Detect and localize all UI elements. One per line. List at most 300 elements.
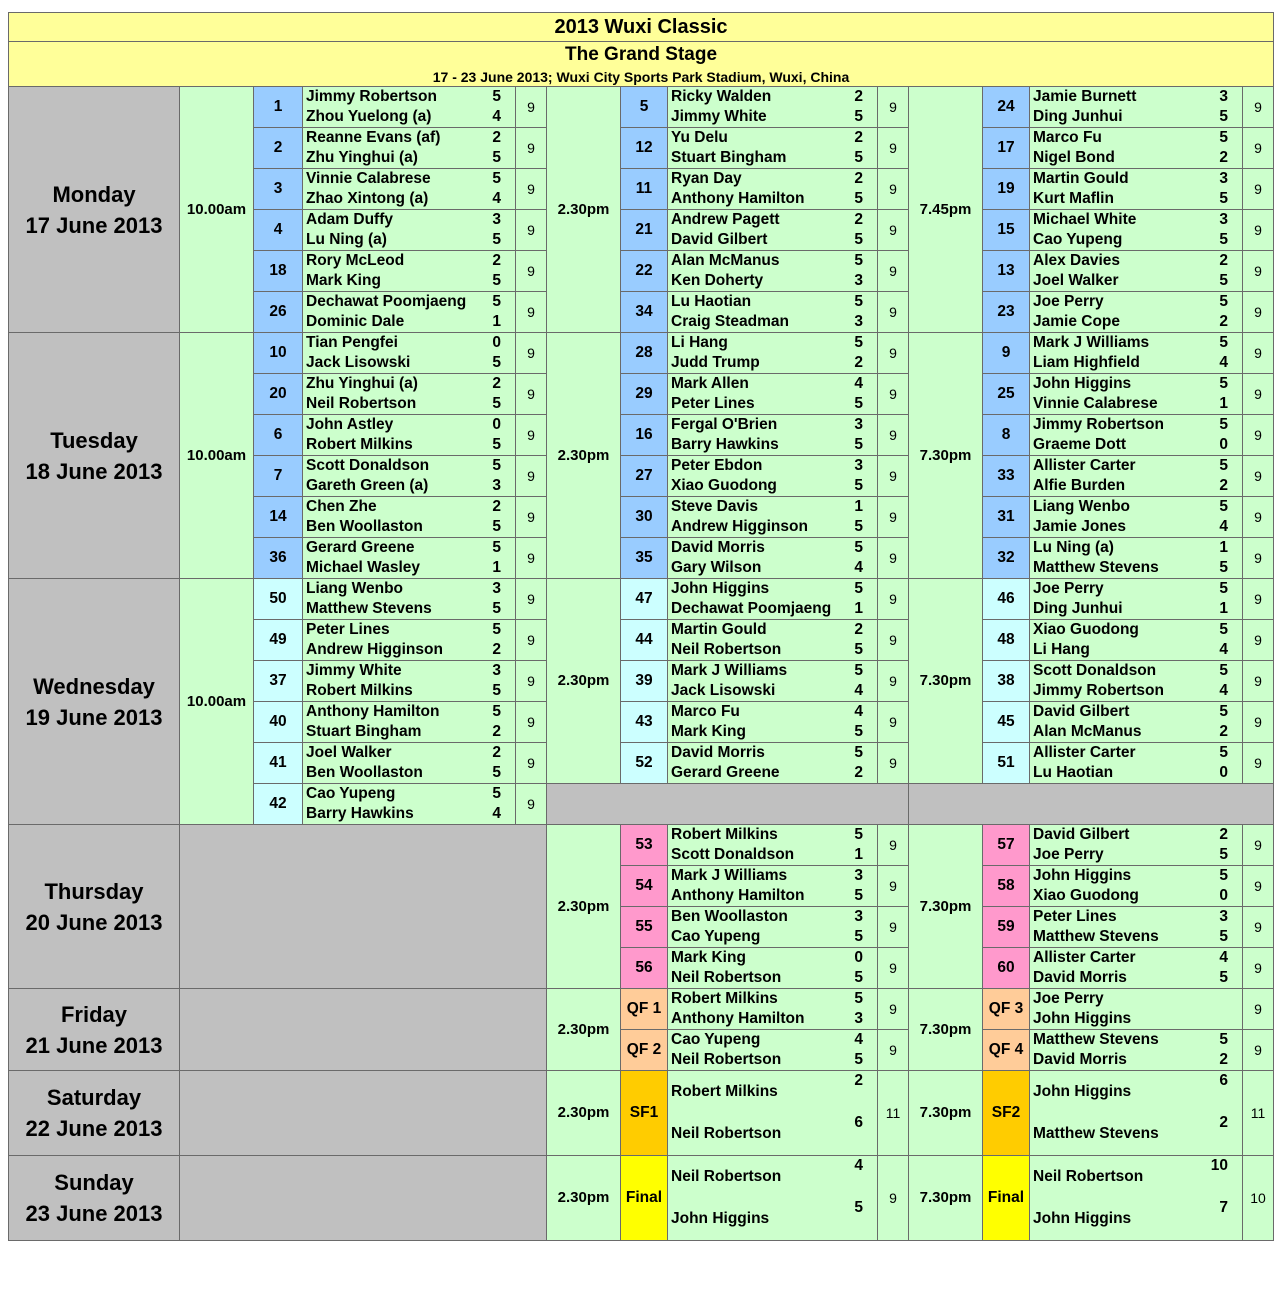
- player-two-label: Michael Wasley: [306, 559, 421, 576]
- player-two-score: 2: [1219, 723, 1228, 740]
- day-name: Tuesday: [50, 427, 138, 453]
- player-two-name: [303, 312, 516, 333]
- best-of-frames: 9: [516, 784, 547, 825]
- player-one-name: [1030, 374, 1243, 395]
- player-one-score: 5: [492, 785, 501, 802]
- player-one-name: [668, 907, 878, 928]
- player-one-label: Reanne Evans (af): [306, 129, 441, 146]
- player-one-label: Allister Carter: [1033, 457, 1136, 474]
- best-of-frames: 9: [516, 497, 547, 538]
- player-one-score: 4: [854, 375, 863, 392]
- player-one-score: 2: [854, 88, 863, 105]
- player-two-name: [303, 394, 516, 415]
- player-two-score: 5: [492, 272, 501, 289]
- player-one-score: 2: [854, 1072, 863, 1089]
- player-two-label: Cao Yupeng: [1033, 231, 1123, 248]
- player-two-score: 3: [492, 477, 501, 494]
- player-two-name: [1030, 763, 1243, 784]
- player-one-label: Cao Yupeng: [306, 785, 396, 802]
- player-two-label: Zhao Xintong (a): [306, 190, 429, 207]
- player-two-name: [1030, 394, 1243, 415]
- session-time: 2.30pm: [547, 87, 621, 333]
- player-two-label: Ken Doherty: [671, 272, 764, 289]
- best-of-frames: 9: [878, 1156, 909, 1241]
- session-time: 2.30pm: [547, 989, 621, 1071]
- session-time: 2.30pm: [547, 1071, 621, 1156]
- player-one-name: [1030, 579, 1243, 600]
- player-one-score: 5: [1219, 1031, 1228, 1048]
- player-two-name: [668, 517, 878, 538]
- player-two-score: 5: [492, 231, 501, 248]
- match-number: 3: [254, 169, 303, 210]
- player-two-name: [668, 312, 878, 333]
- match-number: 17: [983, 128, 1030, 169]
- player-two-score: 2: [854, 354, 863, 371]
- player-two-label: Matthew Stevens: [1033, 1125, 1159, 1142]
- player-one-score: 2: [854, 211, 863, 228]
- player-one-score: 2: [492, 129, 501, 146]
- day-cell: [9, 333, 180, 579]
- player-two-score: 5: [492, 600, 501, 617]
- table-row: [9, 989, 1274, 1010]
- player-two-label: Ben Woollaston: [306, 764, 423, 781]
- player-two-name: [1030, 107, 1243, 128]
- player-one-name: [303, 333, 516, 354]
- player-one-name: [303, 497, 516, 518]
- player-one-label: Peter Lines: [1033, 908, 1117, 925]
- player-one-name: [1030, 620, 1243, 641]
- best-of-frames: 9: [1243, 456, 1274, 497]
- player-one-name: [1030, 825, 1243, 846]
- player-two-name: [1030, 845, 1243, 866]
- match-number: Final: [621, 1156, 668, 1241]
- player-two-score: 5: [854, 149, 863, 166]
- player-two-score: 5: [854, 231, 863, 248]
- player-two-label: Barry Hawkins: [671, 436, 779, 453]
- player-one-score: 3: [492, 662, 501, 679]
- best-of-frames: 9: [878, 538, 909, 579]
- player-two-name: [1030, 640, 1243, 661]
- player-one-score: 2: [1219, 252, 1228, 269]
- player-one-name: [303, 538, 516, 559]
- player-one-label: Joe Perry: [1033, 990, 1104, 1007]
- player-one-label: Robert Milkins: [671, 826, 778, 843]
- match-number: 46: [983, 579, 1030, 620]
- player-two-name: [1030, 476, 1243, 497]
- player-two-label: Lu Ning (a): [306, 231, 387, 248]
- player-one-label: Martin Gould: [1033, 170, 1129, 187]
- best-of-frames: 9: [1243, 415, 1274, 456]
- player-two-name: [1030, 271, 1243, 292]
- day-cell: [9, 989, 180, 1071]
- player-two-score: 5: [1219, 108, 1228, 125]
- player-two-score: 2: [1219, 477, 1228, 494]
- player-two-name: [1030, 1050, 1243, 1071]
- best-of-frames: 9: [516, 579, 547, 620]
- player-one-score: 5: [1219, 129, 1228, 146]
- day-cell: [9, 1071, 180, 1156]
- day-date: 19 June 2013: [25, 704, 163, 730]
- player-two-label: Neil Robertson: [671, 1051, 782, 1068]
- stage-title: The Grand Stage: [9, 42, 1274, 69]
- player-one-label: Mark Allen: [671, 375, 749, 392]
- player-one-label: Allister Carter: [1033, 744, 1136, 761]
- player-two-name: [668, 107, 878, 128]
- player-two-score: 5: [1219, 190, 1228, 207]
- player-two-name: [303, 599, 516, 620]
- player-one-score: 5: [1219, 621, 1228, 638]
- player-two-label: Lu Haotian: [1033, 764, 1114, 781]
- player-one-name: [303, 784, 516, 805]
- schedule-table: [8, 12, 1274, 1241]
- player-two-name: [303, 271, 516, 292]
- player-two-score: 5: [854, 190, 863, 207]
- player-one-score: 3: [492, 211, 501, 228]
- match-number: 40: [254, 702, 303, 743]
- player-two-name: [668, 271, 878, 292]
- player-one-score: 5: [492, 539, 501, 556]
- player-two-score: 5: [1219, 231, 1228, 248]
- player-one-label: Marco Fu: [1033, 129, 1102, 146]
- player-one-label: Rory McLeod: [306, 252, 405, 269]
- player-one-score: 5: [854, 580, 863, 597]
- best-of-frames: 9: [516, 620, 547, 661]
- player-one-label: Ricky Walden: [671, 88, 772, 105]
- player-one-score: 5: [854, 990, 863, 1007]
- player-two-label: Dechawat Poomjaeng: [671, 600, 832, 617]
- best-of-frames: 9: [878, 989, 909, 1030]
- best-of-frames: 9: [1243, 948, 1274, 989]
- player-one-name: [668, 538, 878, 559]
- player-one-label: Joel Walker: [306, 744, 392, 761]
- match-number: 15: [983, 210, 1030, 251]
- best-of-frames: 9: [516, 702, 547, 743]
- player-one-name: [668, 825, 878, 846]
- player-two-score: 2: [1219, 1114, 1228, 1131]
- player-one-score: 5: [854, 826, 863, 843]
- player-two-score: 1: [1219, 395, 1228, 412]
- player-two-score: 3: [854, 1010, 863, 1027]
- best-of-frames: 9: [878, 415, 909, 456]
- player-one-score: 4: [854, 1157, 863, 1174]
- match-number: QF 3: [983, 989, 1030, 1030]
- player-one-name: [1030, 907, 1243, 928]
- session-time: 2.30pm: [547, 579, 621, 784]
- best-of-frames: 9: [516, 661, 547, 702]
- match-number: 5: [621, 87, 668, 128]
- player-one-label: Marco Fu: [671, 703, 740, 720]
- player-one-name: [1030, 210, 1243, 231]
- best-of-frames: 9: [1243, 989, 1274, 1030]
- player-two-label: Craig Steadman: [671, 313, 790, 330]
- player-one-name: [1030, 948, 1243, 969]
- session-time: 10.00am: [180, 579, 254, 825]
- player-two-name: [303, 353, 516, 374]
- player-one-score: 2: [1219, 826, 1228, 843]
- player-two-name: [668, 394, 878, 415]
- player-two-name: [1030, 148, 1243, 169]
- match-number: 60: [983, 948, 1030, 989]
- player-two-name: [668, 189, 878, 210]
- best-of-frames: 9: [878, 579, 909, 620]
- player-two-label: Alfie Burden: [1033, 477, 1126, 494]
- day-date: 21 June 2013: [25, 1032, 163, 1058]
- player-one-name: [668, 87, 878, 108]
- tournament-title: 2013 Wuxi Classic: [9, 13, 1274, 42]
- day-name: Monday: [52, 181, 136, 207]
- player-two-name: [303, 681, 516, 702]
- player-one-label: Mark King: [671, 949, 746, 966]
- player-one-name: [303, 251, 516, 272]
- player-one-name: [1030, 743, 1243, 764]
- player-one-label: Martin Gould: [671, 621, 767, 638]
- match-number: 29: [621, 374, 668, 415]
- match-number: 53: [621, 825, 668, 866]
- session-time: 10.00am: [180, 87, 254, 333]
- best-of-frames: 9: [878, 1030, 909, 1071]
- player-one-name: [303, 210, 516, 231]
- match-number: 52: [621, 743, 668, 784]
- player-two-score: 1: [492, 559, 501, 576]
- player-two-label: Joel Walker: [1033, 272, 1119, 289]
- player-one-name: [1030, 661, 1243, 682]
- player-one-name: [668, 948, 878, 969]
- player-one-label: Peter Ebdon: [671, 457, 763, 474]
- player-two-score: 2: [492, 723, 501, 740]
- session-time: 7.30pm: [909, 579, 983, 784]
- player-one-score: 2: [492, 252, 501, 269]
- player-one-name: [303, 169, 516, 190]
- player-one-score: 1: [854, 498, 863, 515]
- day-date: 23 June 2013: [25, 1201, 163, 1226]
- best-of-frames: 9: [1243, 661, 1274, 702]
- match-number: 38: [983, 661, 1030, 702]
- player-one-label: Cao Yupeng: [671, 1031, 761, 1048]
- player-one-name: [668, 743, 878, 764]
- session-time: 2.30pm: [547, 1156, 621, 1241]
- best-of-frames: 9: [878, 620, 909, 661]
- player-one-label: David Morris: [671, 539, 765, 556]
- player-two-score: 4: [854, 559, 863, 576]
- match-number: 54: [621, 866, 668, 907]
- match-number: 4: [254, 210, 303, 251]
- player-one-score: 3: [492, 580, 501, 597]
- player-one-name: [303, 743, 516, 764]
- player-one-label: Yu Delu: [671, 129, 728, 146]
- player-one-label: Dechawat Poomjaeng: [306, 293, 467, 310]
- player-two-label: Jack Lisowski: [306, 354, 411, 371]
- player-one-label: Jimmy Robertson: [306, 88, 437, 105]
- player-one-score: 3: [854, 908, 863, 925]
- player-two-score: 5: [854, 1051, 863, 1068]
- player-two-label: Xiao Guodong: [671, 477, 777, 494]
- best-of-frames: 9: [1243, 825, 1274, 866]
- player-one-name: [668, 251, 878, 272]
- player-two-label: Scott Donaldson: [671, 846, 795, 863]
- best-of-frames: 9: [516, 128, 547, 169]
- player-one-name: [1030, 292, 1243, 313]
- match-number: 34: [621, 292, 668, 333]
- player-two-name: [668, 722, 878, 743]
- best-of-frames: 9: [1243, 907, 1274, 948]
- player-one-label: John Astley: [306, 416, 394, 433]
- player-two-name: [1030, 681, 1243, 702]
- match-number: QF 4: [983, 1030, 1030, 1071]
- player-two-label: John Higgins: [671, 1210, 770, 1227]
- match-number: 32: [983, 538, 1030, 579]
- player-one-name: [303, 128, 516, 149]
- player-one-score: 5: [1219, 498, 1228, 515]
- player-one-name: [1030, 1030, 1243, 1051]
- player-two-label: Li Hang: [1033, 641, 1090, 658]
- best-of-frames: 9: [1243, 87, 1274, 128]
- player-one-label: David Gilbert: [1033, 703, 1130, 720]
- player-one-score: 3: [1219, 170, 1228, 187]
- player-two-label: Zhou Yuelong (a): [306, 108, 432, 125]
- player-one-label: Chen Zhe: [306, 498, 377, 515]
- player-two-label: Matthew Stevens: [306, 600, 432, 617]
- player-one-name: [303, 415, 516, 436]
- player-one-score: 1: [1219, 539, 1228, 556]
- player-two-label: Gary Wilson: [671, 559, 762, 576]
- empty-slot: [909, 784, 1274, 825]
- player-two-label: Anthony Hamilton: [671, 887, 805, 904]
- player-two-score: 4: [1219, 682, 1228, 699]
- player-one-score: 5: [1219, 375, 1228, 392]
- player-two-name: [1030, 517, 1243, 538]
- match-number: 18: [254, 251, 303, 292]
- best-of-frames: 9: [516, 333, 547, 374]
- best-of-frames: 9: [1243, 1030, 1274, 1071]
- player-one-score: 5: [492, 293, 501, 310]
- player-one-score: 5: [492, 88, 501, 105]
- player-one-label: Allister Carter: [1033, 949, 1136, 966]
- player-two-score: 2: [492, 641, 501, 658]
- player-one-score: 5: [1219, 662, 1228, 679]
- player-two-name: [303, 230, 516, 251]
- player-two-score: 5: [854, 518, 863, 535]
- player-one-name: [668, 1071, 878, 1114]
- empty-session: [180, 989, 547, 1071]
- best-of-frames: 9: [878, 169, 909, 210]
- player-two-name: [1030, 1198, 1243, 1241]
- player-one-score: 3: [1219, 908, 1228, 925]
- player-two-name: [1030, 968, 1243, 989]
- player-two-label: Anthony Hamilton: [671, 190, 805, 207]
- player-one-label: Fergal O'Brien: [671, 416, 778, 433]
- match-number: 28: [621, 333, 668, 374]
- player-two-label: Joe Perry: [1033, 846, 1104, 863]
- player-one-score: 5: [492, 170, 501, 187]
- player-one-score: 5: [492, 621, 501, 638]
- best-of-frames: 9: [516, 169, 547, 210]
- player-one-name: [668, 1030, 878, 1051]
- best-of-frames: 10: [1243, 1156, 1274, 1241]
- best-of-frames: 9: [1243, 579, 1274, 620]
- best-of-frames: 11: [1243, 1071, 1274, 1156]
- schedule-sheet: [8, 12, 1273, 1241]
- player-two-name: [668, 558, 878, 579]
- match-number: 44: [621, 620, 668, 661]
- player-two-label: Cao Yupeng: [671, 928, 761, 945]
- player-one-score: 6: [1219, 1072, 1228, 1089]
- player-two-label: Robert Milkins: [306, 682, 413, 699]
- match-number: 20: [254, 374, 303, 415]
- player-one-name: [668, 169, 878, 190]
- player-one-name: [303, 374, 516, 395]
- match-number: 49: [254, 620, 303, 661]
- player-one-score: 5: [1219, 703, 1228, 720]
- player-two-label: John Higgins: [1033, 1010, 1132, 1027]
- player-one-label: Joe Perry: [1033, 293, 1104, 310]
- player-two-name: [668, 435, 878, 456]
- best-of-frames: 9: [1243, 497, 1274, 538]
- player-two-label: Alan McManus: [1033, 723, 1142, 740]
- player-two-score: 5: [492, 518, 501, 535]
- player-one-score: 4: [854, 1031, 863, 1048]
- best-of-frames: 9: [1243, 251, 1274, 292]
- player-two-name: [1030, 353, 1243, 374]
- player-two-name: [668, 1198, 878, 1241]
- player-one-name: [668, 415, 878, 436]
- best-of-frames: 9: [878, 87, 909, 128]
- player-two-score: 5: [854, 436, 863, 453]
- best-of-frames: 9: [878, 702, 909, 743]
- player-one-score: 10: [1210, 1157, 1228, 1174]
- table-row: [9, 1071, 1274, 1114]
- player-two-name: [303, 517, 516, 538]
- best-of-frames: 9: [1243, 866, 1274, 907]
- match-number: 25: [983, 374, 1030, 415]
- day-date: 18 June 2013: [25, 458, 163, 484]
- event-details: 17 - 23 June 2013; Wuxi City Sports Park Stadium, Wuxi, China: [9, 68, 1274, 87]
- player-one-name: [303, 87, 516, 108]
- player-two-label: Jimmy Robertson: [1033, 682, 1164, 699]
- player-two-name: [303, 640, 516, 661]
- player-one-label: Gerard Greene: [306, 539, 415, 556]
- player-one-label: Mark J Williams: [1033, 334, 1150, 351]
- match-number: 35: [621, 538, 668, 579]
- player-two-score: 0: [1219, 436, 1228, 453]
- player-two-label: Mark King: [671, 723, 746, 740]
- player-one-label: Jimmy Robertson: [1033, 416, 1164, 433]
- player-one-label: David Gilbert: [1033, 826, 1130, 843]
- player-one-score: 3: [854, 867, 863, 884]
- match-number: 42: [254, 784, 303, 825]
- match-number: 8: [983, 415, 1030, 456]
- day-name: Saturday: [46, 1085, 142, 1110]
- player-two-name: [668, 148, 878, 169]
- match-number: 24: [983, 87, 1030, 128]
- player-one-label: Ben Woollaston: [671, 908, 788, 925]
- player-two-score: 5: [854, 1199, 863, 1216]
- player-two-score: 5: [1219, 928, 1228, 945]
- best-of-frames: 9: [878, 292, 909, 333]
- player-two-score: 5: [492, 395, 501, 412]
- player-one-score: 2: [854, 170, 863, 187]
- best-of-frames: 9: [878, 948, 909, 989]
- player-one-label: Robert Milkins: [671, 1083, 778, 1100]
- player-one-label: Liang Wenbo: [1033, 498, 1131, 515]
- day-name: Wednesday: [33, 673, 155, 699]
- player-two-score: 5: [854, 641, 863, 658]
- player-two-name: [668, 476, 878, 497]
- player-one-score: 2: [492, 744, 501, 761]
- player-one-label: Tian Pengfei: [306, 334, 398, 351]
- player-two-score: 1: [854, 846, 863, 863]
- session-time: 7.30pm: [909, 989, 983, 1071]
- player-one-name: [668, 620, 878, 641]
